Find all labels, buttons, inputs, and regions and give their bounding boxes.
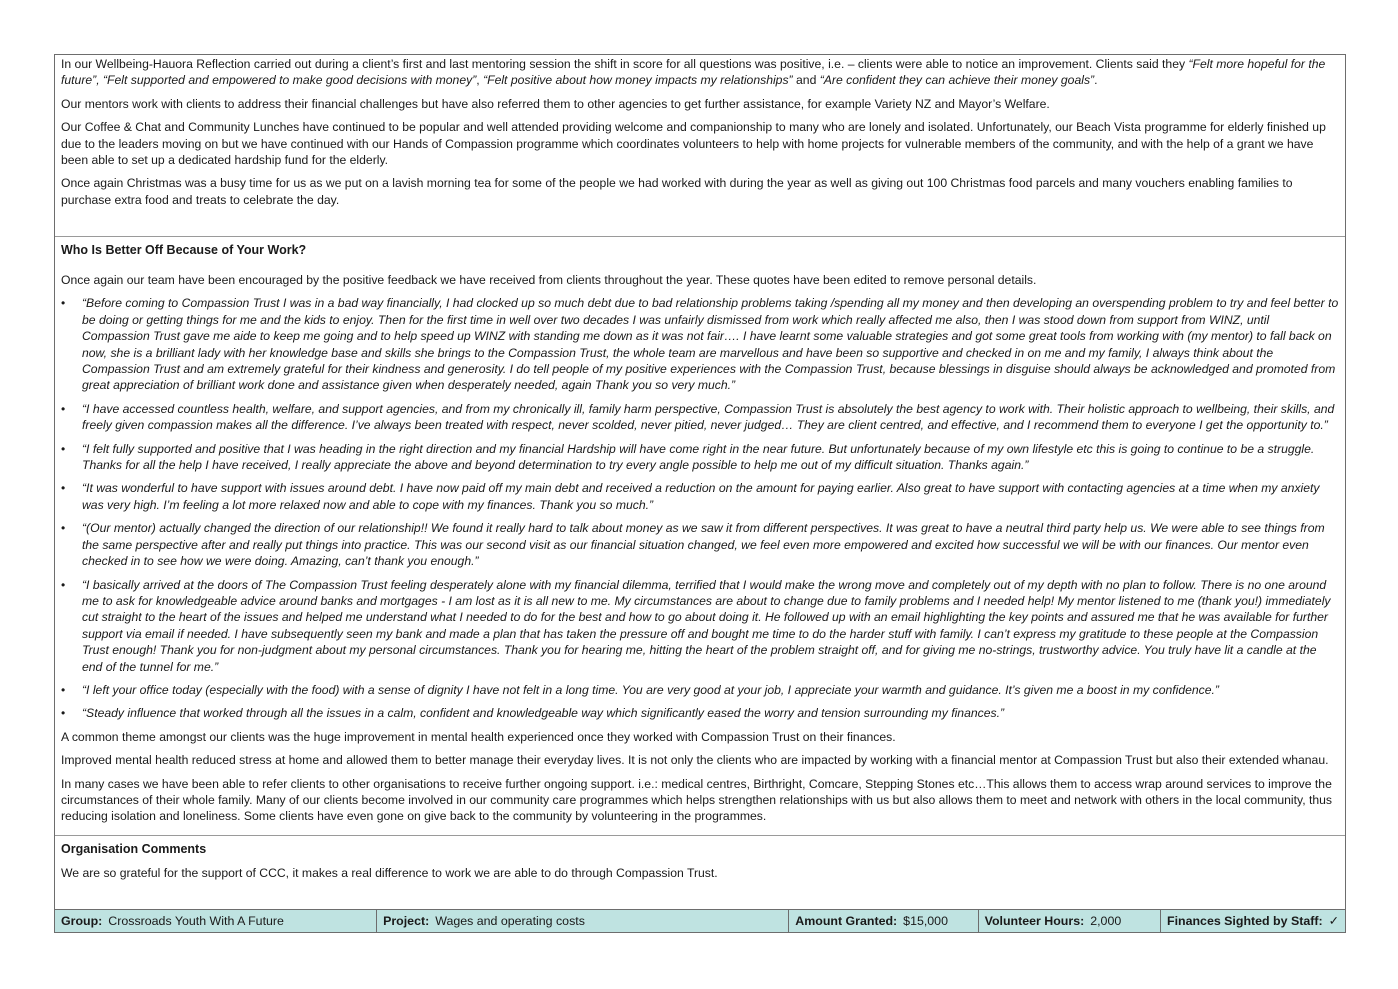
quote-text: “I felt fully supported and positive that I was heading in the right direction and my financial Hardship will have come right in the near future. But unfortunately because of my own lifestyle etc this is going to continue to be a struggle. Thanks for all the help I have received, I really appreciate the above and beyond determination to try every angle possible to help me out of my difficult situation. Thanks again.”	[82, 441, 1315, 473]
project-value: Wages and operating costs	[435, 914, 585, 928]
referral-paragraph: Our mentors work with clients to address their financial challenges but have also referred them to other agencies to get further assistance, for example Variety NZ and Mayor’s Welfare.	[61, 96, 1050, 111]
list-item	[61, 401, 1339, 434]
client-quote: “Are confident they can achieve their money goals”	[819, 73, 1095, 88]
org-comments-section	[55, 836, 1345, 910]
hours-value: 2,000	[1090, 914, 1122, 928]
period: .	[1094, 73, 1098, 88]
christmas-paragraph: Once again Christmas was a busy time for us as we put on a lavish morning tea for some of the people we had worked with during the year as well as giving out 100 Christmas food parcels and many vouchers enabling families to purchase extra food and treats to celebrate the day.	[61, 176, 1293, 207]
project-cell	[377, 910, 789, 932]
project-label: Project:	[383, 914, 430, 928]
list-item	[61, 577, 1339, 675]
quote-list	[61, 295, 1339, 721]
org-comments-heading: Organisation Comments	[61, 842, 207, 856]
amount-value: $15,000	[903, 914, 948, 928]
amount-label: Amount Granted:	[795, 914, 898, 928]
grant-summary-bar	[55, 910, 1345, 932]
group-label: Group:	[61, 914, 103, 928]
quote-text: “Before coming to Compassion Trust I was in a bad way financially, I had clocked up so much debt due to bad relationship problems taking /spending all my money and then developing an overspending problem to try and feel better to be doing or getting things for me and the kids to enjoy. Then for the first time in well over two decades I was unfairly dismissed from work which really affected me also, then I was stood down from support from WINZ, until Compassion Trust gave me aide to keep me going and to help speed up WINZ with standing me down as it was not fair…. I have learnt some valuable strategies and got some great tools from working with (my mentor) to fall back on now, she is a brilliant lady with her knowledge base and skills she brings to the Compassion Trust, the whole team are marvellous and have been so supportive and checked in on me and my family, I always think about the Compassion Trust and am extremely grateful for their kindness and generosity. I do tell people of my positive experiences with the Compassion Trust, because blessings in disguise should always be acknowledged and promoted from great appreciation of brilliant work done and assistance given when desperately needed, again Thank you so very much.”	[82, 296, 1339, 393]
wellbeing-text: In our Wellbeing-Hauora Reflection carried out during a client’s first and last mentoring session the shift in score for all questions was positive, i.e. – clients were able to notice an improvement. Clients said they	[61, 57, 1189, 71]
bullet-icon: •	[61, 577, 66, 592]
separator: ,	[476, 73, 484, 88]
quote-text: “It was wonderful to have support with issues around debt. I have now paid off my main debt and received a reduction on the amount for paying earlier. Also great to have support with contacting agencies at a time when my anxiety was very high. I’m feeling a lot more relaxed now and able to cope with my finances. Thank you so much.”	[82, 481, 1320, 512]
bullet-icon: •	[61, 296, 66, 311]
list-item	[61, 520, 1339, 569]
report-table	[54, 54, 1346, 933]
quote-text: “I basically arrived at the doors of The Compassion Trust feeling desperately alone with my financial dilemma, terrified that I would make the wrong move and completely out of my depth with no plan to follow. There is no one around me to ask for knowledgeable advice around banks and mortgages - I am lost as it is all new to me. My circumstances are about to change due to family problems and I needed help! My mentor listened to me (thank you!) immediately cut straight to the heart of the issues and helped me understand what I needed to do for the best and how to go about doing it. He followed up with an email highlighting the key points and assured me that he was available for further support via email if needed. I have subsequently seen my bank and made a plan that has taken the pressure off and bought me time to do the harder stuff with family. I can’t express my gratitude to these people at the Compassion Trust enough! Thank you for non-judgment about my personal circumstances. Thank you for hearing me, hitting the heart of the problem straight off, and for giving me no-strings, trustworthy advice. You truly have lit a candle at the end of the tunnel for me.”	[82, 577, 1331, 674]
client-quote: “Felt more hopeful for the future”, “Felt supported and empowered to make good decisions with money”	[61, 57, 1326, 88]
org-comments-text: We are so grateful for the support of CCC, it makes a real difference to work we are able to do through Compassion Trust.	[61, 866, 718, 880]
feedback-lead: Once again our team have been encouraged by the positive feedback we have received from clients throughout the year. These quotes have been edited to remove personal details.	[61, 273, 1037, 287]
whanau-paragraph: Improved mental health reduced stress at home and allowed them to better manage their everyday lives. It is not only the clients who are impacted by working with a financial mentor at Compassion Trust but also their extended whanau.	[61, 753, 1329, 768]
list-item	[61, 705, 1339, 721]
better-off-section	[55, 237, 1345, 836]
mental-health-paragraph: A common theme amongst our clients was the huge improvement in mental health experienced once they worked with Compassion Trust on their finances.	[61, 729, 896, 744]
quote-text: “Steady influence that worked through all the issues in a calm, confident and knowledgeable way which significantly eased the worry and tension surrounding my finances.”	[82, 706, 1005, 721]
finances-cell	[1161, 910, 1345, 932]
finances-label: Finances Sighted by Staff:	[1167, 914, 1323, 928]
list-item	[61, 295, 1339, 393]
quote-text: “(Our mentor) actually changed the direction of our relationship!! We found it really hard to talk about money as we saw it from different perspectives. It was great to have a neutral third party help us. We were able to see things from the same perspective after and really put things into practice. This was our second visit as our financial situation changed, we feel even more empowered and excited how successful we will be with our finances. Our mentor even checked in to see how we were doing. Amazing, can’t thank you enough.”	[82, 521, 1325, 569]
outcomes-section	[55, 55, 1345, 237]
quote-text: “I have accessed countless health, welfare, and support agencies, and from my chronically ill, family harm perspective, Compassion Trust is absolutely the best agency to work with. Their holistic approach to wellbeing, their skills, and freely given compassion makes all the difference. I’ve always been treated with respect, never scolded, never pitied, never judged… They are client centred, and effective, and I recommend them to everyone I get the opportunity to.”	[82, 401, 1335, 433]
list-item	[61, 480, 1339, 513]
bullet-icon: •	[61, 682, 66, 697]
bullet-icon: •	[61, 521, 66, 536]
list-item	[61, 682, 1339, 698]
bullet-icon: •	[61, 401, 66, 416]
wellbeing-paragraph	[61, 56, 1339, 89]
hours-label: Volunteer Hours:	[984, 914, 1085, 928]
bullet-icon: •	[61, 481, 66, 496]
referrals-paragraph: In many cases we have been able to refer clients to other organisations to receive further ongoing support. i.e.: medical centres, Birthright, Comcare, Stepping Stones etc…This allows them to access wrap around services to improve the circumstances of their whole family. Many of our clients become involved in our community care programmes which helps strengthen relationships with us but also allows them to meet and network with others in the local community, thus reducing isolation and loneliness. Some clients have even gone on give back to the community by volunteering in the programmes.	[61, 776, 1333, 824]
list-item	[61, 441, 1339, 474]
programmes-paragraph: Our Coffee & Chat and Community Lunches have continued to be popular and well attended providing welcome and companionship to many who are lonely and isolated. Unfortunately, our Beach Vista programme for elderly finished up due to the leaders moving on but we have continued with our Hands of Compassion programme which coordinates volunteers to help with home projects for vulnerable members of the community, and with the help of a grant we have been able to set up a dedicated hardship fund for the elderly.	[61, 120, 1326, 168]
client-quote: “Felt positive about how money impacts my relationships”	[483, 73, 793, 88]
checkmark-icon: ✓	[1328, 914, 1339, 928]
group-value: Crossroads Youth With A Future	[108, 914, 284, 928]
better-off-heading: Who Is Better Off Because of Your Work?	[61, 243, 307, 257]
quote-text: “I left your office today (especially with the food) with a sense of dignity I have not felt in a long time. You are very good at your job, I appreciate your warmth and guidance. It’s given me a boost in my confidence.”	[82, 682, 1219, 697]
bullet-icon: •	[61, 706, 66, 721]
hours-cell	[979, 910, 1161, 932]
conjunction: and	[792, 73, 820, 88]
bullet-icon: •	[61, 441, 66, 456]
group-cell	[55, 910, 377, 932]
amount-cell	[789, 910, 978, 932]
